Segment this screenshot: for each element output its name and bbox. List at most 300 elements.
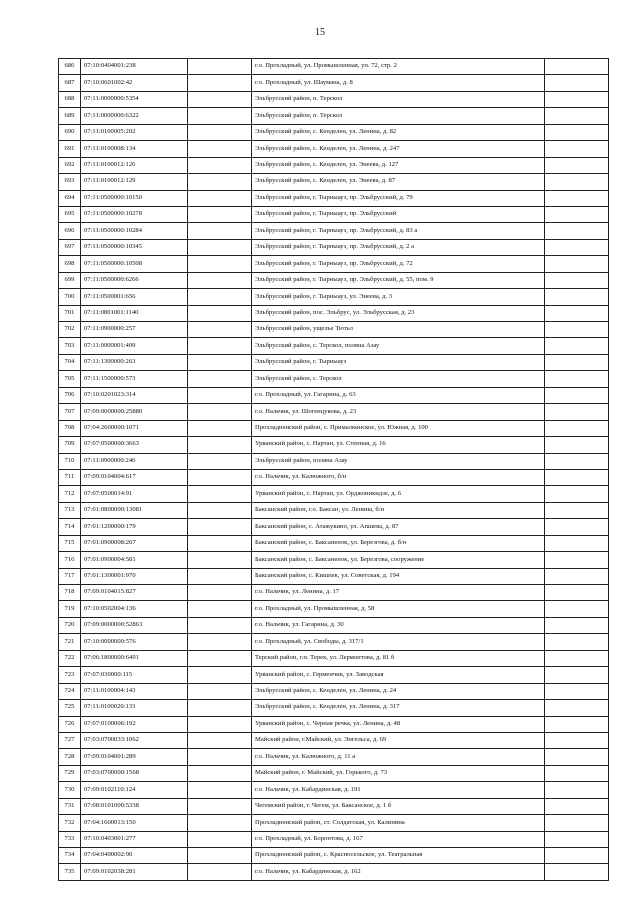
row-number: 702: [59, 322, 81, 338]
table-row: [59, 486, 609, 502]
table-row: [59, 223, 609, 239]
address: Эльбрусский район, г. Тырныауз: [252, 354, 545, 370]
row-number: 711: [59, 469, 81, 485]
table-row: [59, 453, 609, 469]
table-row: [59, 765, 609, 781]
table-row: [59, 617, 609, 633]
empty-cell: [545, 338, 609, 354]
cadastral-number: 07:09:0000000:25880: [81, 404, 188, 420]
address: г.о. Нальчик, ул. Гагарина, д. 30: [252, 617, 545, 633]
row-number: 692: [59, 157, 81, 173]
table-row: [59, 568, 609, 584]
address: Эльбрусский район, п. Терскол: [252, 91, 545, 107]
empty-cell: [188, 552, 252, 568]
empty-cell: [188, 864, 252, 880]
table-row: [59, 815, 609, 831]
empty-cell: [188, 469, 252, 485]
cadastral-number: 07:03:0700033:1062: [81, 732, 188, 748]
row-number: 726: [59, 716, 81, 732]
cadastral-number: 07:01:1200000:179: [81, 519, 188, 535]
empty-cell: [188, 420, 252, 436]
table-row: [59, 338, 609, 354]
address: г.о. Нальчик, ул. Калюжного, б/н: [252, 469, 545, 485]
cadastral-number: 07:11:0500000:10345: [81, 239, 188, 255]
address: Эльбрусский район, с. Кенделен, ул. Ленина, д. 82: [252, 124, 545, 140]
cadastral-number: 07:11:0100012:129: [81, 174, 188, 190]
cadastral-number: 07:09:0104015:827: [81, 585, 188, 601]
address: Эльбрусский район, с. Кенделен, ул. Энеева, д. 87: [252, 174, 545, 190]
address: Эльбрусский район, с. Кенделен, ул. Ленина, д. 317: [252, 700, 545, 716]
empty-cell: [545, 75, 609, 91]
empty-cell: [188, 354, 252, 370]
address: г.о. Прохладный, ул. Свободы, д. 317/1: [252, 634, 545, 650]
row-number: 725: [59, 700, 81, 716]
row-number: 729: [59, 765, 81, 781]
cadastral-number: 07:11:0900001:409: [81, 338, 188, 354]
empty-cell: [545, 289, 609, 305]
cadastral-number: 07:04:2600000:1071: [81, 420, 188, 436]
empty-cell: [188, 683, 252, 699]
address: г.о. Нальчик, ул. Ленина, д. 17: [252, 585, 545, 601]
row-number: 700: [59, 289, 81, 305]
row-number: 703: [59, 338, 81, 354]
empty-cell: [188, 732, 252, 748]
empty-cell: [545, 585, 609, 601]
address: Майский район, г.Майский, ул. Энгельса, д. 69: [252, 732, 545, 748]
cadastral-number: 07:09:0104001:289: [81, 749, 188, 765]
cadastral-number: 07:04:1600013:150: [81, 815, 188, 831]
row-number: 722: [59, 650, 81, 666]
table-row: [59, 157, 609, 173]
table-row: [59, 91, 609, 107]
cadastral-number: 07:10:0601002:42: [81, 75, 188, 91]
table-row: [59, 206, 609, 222]
address: Эльбрусский район, г. Тырныауз, пр. Эльбрусский, д. 83 а: [252, 223, 545, 239]
row-number: 708: [59, 420, 81, 436]
empty-cell: [188, 568, 252, 584]
address: Прохладненский район, ст. Солдатская, ул. Калинина: [252, 815, 545, 831]
empty-cell: [188, 667, 252, 683]
row-number: 686: [59, 59, 81, 75]
table-row: [59, 634, 609, 650]
address: Эльбрусский район, с. Кенделен, ул. Энеева, д. 127: [252, 157, 545, 173]
empty-cell: [188, 239, 252, 255]
empty-cell: [188, 765, 252, 781]
empty-cell: [188, 519, 252, 535]
address: г.о. Прохладный, ул. Промышленная, д. 58: [252, 601, 545, 617]
cadastral-number: 07:11:0500001:656: [81, 289, 188, 305]
address: Урванский район, с. Нартан, ул. Орджоникидзе, д. 6: [252, 486, 545, 502]
empty-cell: [188, 716, 252, 732]
empty-cell: [545, 59, 609, 75]
row-number: 731: [59, 798, 81, 814]
cadastral-number: 07:11:0500000:10508: [81, 256, 188, 272]
empty-cell: [545, 108, 609, 124]
empty-cell: [188, 601, 252, 617]
address: Эльбрусский район, поляна Азау: [252, 453, 545, 469]
cadastral-number: 07:10:0201023:314: [81, 387, 188, 403]
empty-cell: [545, 420, 609, 436]
cadastral-number: 07:11:1300000:263: [81, 354, 188, 370]
empty-cell: [188, 585, 252, 601]
table-row: [59, 437, 609, 453]
cadastral-number: 07:07:0500000:3663: [81, 437, 188, 453]
empty-cell: [545, 815, 609, 831]
row-number: 735: [59, 864, 81, 880]
address: Эльбрусский район, г. Тырныауз, пр. Эльбрусский, д. 72: [252, 256, 545, 272]
page-number: 15: [315, 27, 325, 38]
empty-cell: [545, 700, 609, 716]
address: Эльбрусский район, г. Тырныауз, пр. Эльбрусский: [252, 206, 545, 222]
address: Баксанский район, г.о. Баксан, ул. Ленина, б/н: [252, 502, 545, 518]
cadastral-number: 07:10:0404001:238: [81, 59, 188, 75]
empty-cell: [188, 502, 252, 518]
cadastral-number: 07:11:0000000:5354: [81, 91, 188, 107]
row-number: 690: [59, 124, 81, 140]
table-row: [59, 354, 609, 370]
empty-cell: [188, 437, 252, 453]
empty-cell: [188, 815, 252, 831]
empty-cell: [545, 206, 609, 222]
empty-cell: [545, 519, 609, 535]
empty-cell: [545, 223, 609, 239]
empty-cell: [188, 700, 252, 716]
empty-cell: [188, 305, 252, 321]
empty-cell: [188, 206, 252, 222]
address: Терский район, г.п. Терек, ул. Лермонтова, д. 81 б: [252, 650, 545, 666]
cadastral-number: 07:11:0100008:134: [81, 141, 188, 157]
table-row: [59, 141, 609, 157]
cadastral-number: 07:07:0500014:91: [81, 486, 188, 502]
table-row: [59, 256, 609, 272]
table-row: [59, 831, 609, 847]
table-row: [59, 749, 609, 765]
empty-cell: [545, 798, 609, 814]
empty-cell: [545, 305, 609, 321]
cadastral-number: 07:11:1500000:573: [81, 371, 188, 387]
empty-cell: [545, 634, 609, 650]
table-row: [59, 124, 609, 140]
address: Эльбрусский район, ущелье Тютьл: [252, 322, 545, 338]
address: Баксанский район, с. Баксаненок, ул. Березгова, д. б/н: [252, 535, 545, 551]
table-row: [59, 716, 609, 732]
address: Урванский район, с. Герменчик, ул. Заводская: [252, 667, 545, 683]
address: Эльбрусский район, г. Тырныауз, пр. Эльбрусский, д. 2 а: [252, 239, 545, 255]
address: Эльбрусский район, г. Тырныауз, пр. Эльбрусский, д. 79: [252, 190, 545, 206]
row-number: 733: [59, 831, 81, 847]
cadastral-number: 07:07:0100006:192: [81, 716, 188, 732]
empty-cell: [188, 174, 252, 190]
table-row: [59, 535, 609, 551]
empty-cell: [545, 256, 609, 272]
empty-cell: [545, 371, 609, 387]
empty-cell: [545, 765, 609, 781]
row-number: 699: [59, 272, 81, 288]
cadastral-number: 07:11:0100004:143: [81, 683, 188, 699]
table-row: [59, 239, 609, 255]
address: Эльбрусский район, п. Терскол: [252, 108, 545, 124]
empty-cell: [188, 404, 252, 420]
row-number: 705: [59, 371, 81, 387]
cadastral-number: 07:11:0100012:126: [81, 157, 188, 173]
row-number: 719: [59, 601, 81, 617]
row-number: 689: [59, 108, 81, 124]
cadastral-number: 07:01:0900004:581: [81, 552, 188, 568]
address: Эльбрусский район, пос. Эльбрус, ул. Эльбрусская, д. 23: [252, 305, 545, 321]
empty-cell: [545, 502, 609, 518]
row-number: 695: [59, 206, 81, 222]
empty-cell: [188, 831, 252, 847]
empty-cell: [545, 864, 609, 880]
cadastral-number: 07:09:0102038:281: [81, 864, 188, 880]
address: Баксанский район, с. Атажукино, ул. Апшева, д. 87: [252, 519, 545, 535]
table-row: [59, 305, 609, 321]
table-row: [59, 798, 609, 814]
empty-cell: [545, 469, 609, 485]
empty-cell: [545, 486, 609, 502]
empty-cell: [188, 387, 252, 403]
address: г.о. Прохладный, ул. Гагарина, д. 63: [252, 387, 545, 403]
table-row: [59, 387, 609, 403]
empty-cell: [545, 683, 609, 699]
table-row: [59, 552, 609, 568]
row-number: 723: [59, 667, 81, 683]
cadastral-number: 07:01:0900008:267: [81, 535, 188, 551]
empty-cell: [545, 174, 609, 190]
empty-cell: [545, 617, 609, 633]
empty-cell: [545, 239, 609, 255]
row-number: 716: [59, 552, 81, 568]
empty-cell: [188, 75, 252, 91]
address: Баксанский район, с. Кишпек, ул. Советская, д. 194: [252, 568, 545, 584]
empty-cell: [188, 650, 252, 666]
empty-cell: [545, 354, 609, 370]
empty-cell: [188, 371, 252, 387]
table-row: [59, 519, 609, 535]
address: Эльбрусский район, г. Тырныауз, пр. Эльбрусский, д. 55, пом. 9: [252, 272, 545, 288]
empty-cell: [545, 124, 609, 140]
cadastral-number: 07:11:0000000:6322: [81, 108, 188, 124]
empty-cell: [545, 387, 609, 403]
table-row: [59, 289, 609, 305]
address: Эльбрусский район, с. Кенделен, ул. Ленина, д. 24: [252, 683, 545, 699]
empty-cell: [545, 732, 609, 748]
address: Прохладненский район, с. Прималкинское, ул. Южная, д. 100: [252, 420, 545, 436]
row-number: 724: [59, 683, 81, 699]
row-number: 727: [59, 732, 81, 748]
table-row: [59, 174, 609, 190]
cadastral-number: 07:10:0403001:277: [81, 831, 188, 847]
cadastral-number: 07:11:0801001:1140: [81, 305, 188, 321]
cadastral-number: 07:11:0900000:246: [81, 453, 188, 469]
empty-cell: [545, 716, 609, 732]
empty-cell: [188, 782, 252, 798]
cadastral-number: 07:07:030000:115: [81, 667, 188, 683]
empty-cell: [188, 322, 252, 338]
address: Эльбрусский район, с. Кенделен, ул. Ленина, д. 247: [252, 141, 545, 157]
table-row: [59, 683, 609, 699]
empty-cell: [188, 617, 252, 633]
row-number: 715: [59, 535, 81, 551]
address: Майский район, г. Майский, ул. Горького, д. 73: [252, 765, 545, 781]
cadastral-number: 07:01:0800000:13081: [81, 502, 188, 518]
address: Эльбрусский район, с. Терскол: [252, 371, 545, 387]
empty-cell: [188, 749, 252, 765]
empty-cell: [545, 141, 609, 157]
empty-cell: [545, 848, 609, 864]
cadastral-number: 07:04:0400002:90: [81, 848, 188, 864]
row-number: 728: [59, 749, 81, 765]
row-number: 693: [59, 174, 81, 190]
cadastral-number: 07:06:1800000:6491: [81, 650, 188, 666]
empty-cell: [545, 190, 609, 206]
empty-cell: [545, 91, 609, 107]
empty-cell: [545, 322, 609, 338]
empty-cell: [188, 338, 252, 354]
row-number: 712: [59, 486, 81, 502]
row-number: 701: [59, 305, 81, 321]
cadastral-number: 07:03:0700000:1568: [81, 765, 188, 781]
address: Урванский район, с. Черная речка, ул. Ленина, д. 48: [252, 716, 545, 732]
empty-cell: [188, 256, 252, 272]
table-row: [59, 700, 609, 716]
address: Урванский район, с. Нартан, ул. Степная, д. 16: [252, 437, 545, 453]
empty-cell: [545, 782, 609, 798]
table-row: [59, 108, 609, 124]
table-row: [59, 322, 609, 338]
row-number: 714: [59, 519, 81, 535]
address: Эльбрусский район, г. Тырныауз, ул. Энеева, д. 3: [252, 289, 545, 305]
empty-cell: [545, 601, 609, 617]
table-body: [59, 59, 609, 881]
empty-cell: [545, 650, 609, 666]
row-number: 710: [59, 453, 81, 469]
table-row: [59, 190, 609, 206]
table-row: [59, 420, 609, 436]
empty-cell: [545, 552, 609, 568]
empty-cell: [545, 749, 609, 765]
cadastral-number: 07:11:0100005:202: [81, 124, 188, 140]
empty-cell: [545, 535, 609, 551]
cadastral-number: 07:11:0500000:10150: [81, 190, 188, 206]
empty-cell: [188, 486, 252, 502]
table-row: [59, 59, 609, 75]
address: г.о. Прохладный, ул. Боронтова, д. 167: [252, 831, 545, 847]
table-row: [59, 272, 609, 288]
cadastral-number: 07:08:0101000:5338: [81, 798, 188, 814]
empty-cell: [545, 667, 609, 683]
row-number: 709: [59, 437, 81, 453]
table-row: [59, 585, 609, 601]
row-number: 696: [59, 223, 81, 239]
empty-cell: [188, 272, 252, 288]
row-number: 697: [59, 239, 81, 255]
table-row: [59, 371, 609, 387]
address: г.о. Прохладный, ул. Промышленная, уп. 72, стр. 2: [252, 59, 545, 75]
row-number: 720: [59, 617, 81, 633]
table-row: [59, 667, 609, 683]
empty-cell: [188, 141, 252, 157]
table-row: [59, 864, 609, 880]
address: Прохладненский район, с. Красносельское, ул. Театральная: [252, 848, 545, 864]
empty-cell: [188, 798, 252, 814]
address: Чегемский район, г. Чегем, ул. Баксанское, д. 1 б: [252, 798, 545, 814]
row-number: 704: [59, 354, 81, 370]
empty-cell: [545, 453, 609, 469]
cadastral-number: 07:09:0104004:617: [81, 469, 188, 485]
table-row: [59, 469, 609, 485]
table-row: [59, 404, 609, 420]
row-number: 713: [59, 502, 81, 518]
empty-cell: [188, 91, 252, 107]
row-number: 717: [59, 568, 81, 584]
empty-cell: [188, 634, 252, 650]
empty-cell: [545, 437, 609, 453]
row-number: 730: [59, 782, 81, 798]
empty-cell: [188, 535, 252, 551]
row-number: 706: [59, 387, 81, 403]
empty-cell: [545, 831, 609, 847]
empty-cell: [188, 108, 252, 124]
row-number: 707: [59, 404, 81, 420]
address: г.о. Нальчик, ул. Шогенцукова, д. 23: [252, 404, 545, 420]
row-number: 694: [59, 190, 81, 206]
address: г.о. Нальчик, ул. Кабардинская, д. 162: [252, 864, 545, 880]
row-number: 721: [59, 634, 81, 650]
property-registry-table: [58, 58, 609, 881]
empty-cell: [188, 157, 252, 173]
cadastral-number: 07:10:0000000:576: [81, 634, 188, 650]
row-number: 687: [59, 75, 81, 91]
table-row: [59, 848, 609, 864]
address: г.о. Прохладный, ул. Шаумана, д. 8: [252, 75, 545, 91]
cadastral-number: 07:01:1300001:970: [81, 568, 188, 584]
cadastral-number: 07:09:0000000:52863: [81, 617, 188, 633]
empty-cell: [188, 124, 252, 140]
table-row: [59, 75, 609, 91]
empty-cell: [545, 404, 609, 420]
table-row: [59, 650, 609, 666]
row-number: 691: [59, 141, 81, 157]
row-number: 718: [59, 585, 81, 601]
empty-cell: [188, 848, 252, 864]
empty-cell: [545, 157, 609, 173]
address: г.о. Нальчик, ул. Калюжного, д. 11 а: [252, 749, 545, 765]
empty-cell: [188, 59, 252, 75]
table-row: [59, 502, 609, 518]
cadastral-number: 07:11:0900000:257: [81, 322, 188, 338]
empty-cell: [188, 190, 252, 206]
empty-cell: [188, 289, 252, 305]
cadastral-number: 07:11:0500000:10278: [81, 206, 188, 222]
table-row: [59, 732, 609, 748]
row-number: 734: [59, 848, 81, 864]
row-number: 732: [59, 815, 81, 831]
empty-cell: [545, 272, 609, 288]
address: г.о. Нальчик, ул. Кабардинская, д. 191: [252, 782, 545, 798]
empty-cell: [188, 453, 252, 469]
row-number: 688: [59, 91, 81, 107]
address: Эльбрусский район, с. Терскол, поляна Азау: [252, 338, 545, 354]
cadastral-number: 07:11:0500000:10284: [81, 223, 188, 239]
address: Баксанский район, с. Баксаненок, ул. Березгова, сооружение: [252, 552, 545, 568]
table-row: [59, 782, 609, 798]
empty-cell: [545, 568, 609, 584]
table-row: [59, 601, 609, 617]
empty-cell: [188, 223, 252, 239]
cadastral-number: 07:09:0102110:124: [81, 782, 188, 798]
cadastral-number: 07:10:0502004:136: [81, 601, 188, 617]
